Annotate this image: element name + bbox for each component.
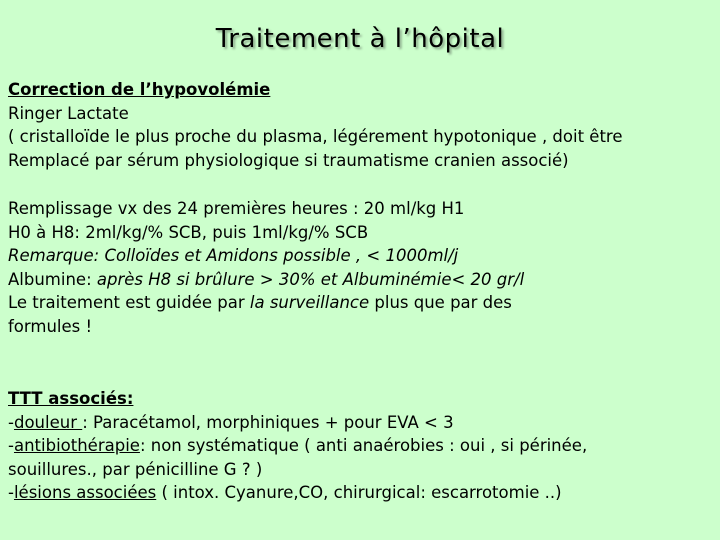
lesions-dash: - <box>8 483 14 502</box>
ttt-heading: TTT associés: <box>8 389 134 408</box>
formules-line: formules ! <box>8 316 93 336</box>
douleur-dash: - <box>8 412 14 432</box>
remplace-line: Remplacé par sérum physiologique si traumatisme cranien associé) <box>8 150 569 170</box>
remplissage-line: Remplissage vx des 24 premières heures : 20 ml/kg H1 <box>8 199 465 218</box>
remarque-label: Remarque: <box>8 246 105 265</box>
albumine-label: Albumine: <box>8 269 97 289</box>
remplissage-section <box>8 197 708 338</box>
remarque-line <box>8 244 708 268</box>
remarque-text: Colloïdes et Amidons possible , < 1000ml/j <box>104 246 459 265</box>
antibio-label: antibiothérapie <box>13 436 140 455</box>
lesions-text: ( intox. Cyanure,CO, chirurgical: escarrotomie ..) <box>156 483 562 502</box>
antibio-text: : non systématique ( anti anaérobies : oui , si périnée, <box>139 436 588 455</box>
h0-h8-line: H0 à H8: 2ml/kg/% SCB, puis 1ml/kg/% SCB <box>8 222 369 242</box>
ringer-line: Ringer Lactate <box>8 103 129 123</box>
antibio-line <box>8 434 708 458</box>
guide-line <box>8 291 708 315</box>
guide-suffix: plus que par des <box>369 293 512 312</box>
antibio-line-2: souillures., par pénicilline G ? ) <box>8 459 263 479</box>
douleur-text: : Paracétamol, morphiniques + pour EVA < 3 <box>82 412 454 432</box>
lesions-label: lésions associées <box>13 483 157 502</box>
hypovolemie-heading: Correction de l’hypovolémie <box>8 80 271 99</box>
albumine-line <box>8 268 708 292</box>
antibio-dash: - <box>8 436 14 455</box>
albumine-text: après H8 si brûlure > 30% et Albuminémie< 20 gr/l <box>96 269 525 289</box>
douleur-line <box>8 411 708 435</box>
hypovolemie-section <box>8 78 708 172</box>
cristalloide-line: ( cristalloïde le plus proche du plasma, légérement hypotonique , doit être <box>8 127 623 146</box>
guide-italic: la surveillance <box>249 293 370 312</box>
douleur-label: douleur <box>13 412 83 432</box>
lesions-line <box>8 481 708 505</box>
guide-prefix: Le traitement est guidée par <box>8 293 250 312</box>
ttt-section <box>8 387 708 505</box>
slide-title: Traitement à l’hôpital <box>215 24 505 54</box>
